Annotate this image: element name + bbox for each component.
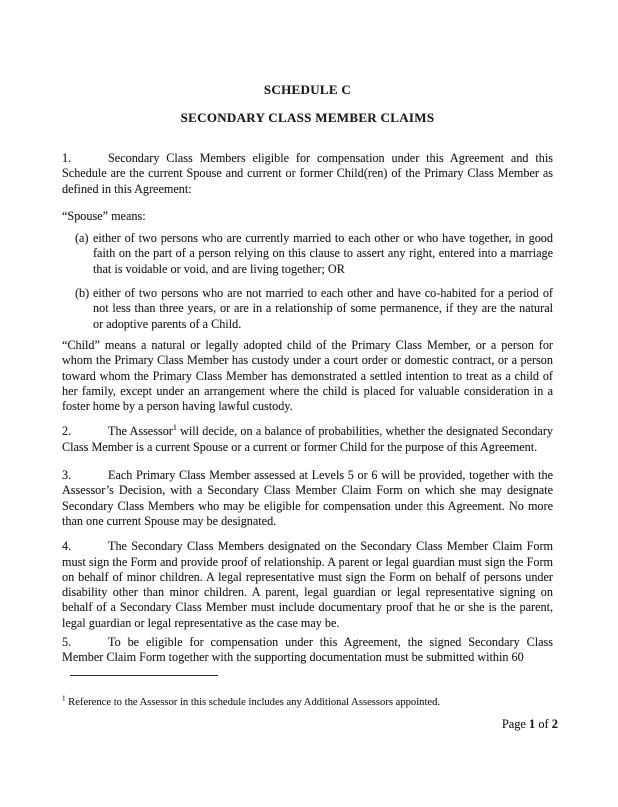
- paragraph-3: [62, 468, 553, 529]
- paragraph-3-number: 3.: [62, 468, 72, 483]
- footnote-text: Reference to the Assessor in this schedule includes any Additional Assessors appointed.: [68, 697, 441, 708]
- page-number-current: 1: [529, 717, 536, 731]
- paragraph-5: [62, 635, 553, 666]
- footnote-marker: 1: [62, 694, 66, 703]
- paragraph-3-text: Each Primary Class Member assessed at Levels 5 or 6 will be provided, together with the Assessor’s Decision, with a Secondary Class Member Claim Form on which she may designate Secondary Class Members who may be eligible for compensation under this Agreement. No more than one current Spouse may be designated.: [62, 468, 553, 528]
- paragraph-2-text-start: The Assessor: [108, 424, 173, 439]
- page-number-of: of: [538, 717, 549, 731]
- paragraph-4: [62, 539, 553, 631]
- spouse-definition-lead: “Spouse” means:: [62, 208, 146, 223]
- paragraph-1-number: 1.: [62, 151, 72, 165]
- clause-b-text: either of two persons who are not married to each other and have co-habited for a period of not less than three years, or are in a relationship of some permanence, if they are the natural or adoptive parents of a Child.: [93, 286, 553, 331]
- paragraph-2-number: 2.: [62, 424, 72, 439]
- paragraph-2-text-end: will decide, on a balance of probabilities, whether the designated Secondary Class Member is a current Spouse or a current or former Child for the purpose of this Agreement.: [62, 424, 553, 454]
- page-number-total: 2: [551, 717, 558, 731]
- footnote: [62, 696, 553, 709]
- paragraph-4-text: The Secondary Class Members designated on the Secondary Class Member Claim Form must sign the Form and provide proof of relationship. A parent or legal guardian must sign the Form on behalf of minor children. A legal representative must sign the Form on behalf of persons under disability other than minor children. A parent, legal guardian or legal representative signing on behalf of a Secondary Class Member must include documentary proof that he or she is the parent, legal guardian or legal representative as the case may be.: [62, 539, 553, 630]
- clause-b-label: (b): [75, 286, 90, 301]
- paragraph-4-number: 4.: [62, 539, 72, 554]
- child-definition: “Child” means a natural or legally adopted child of the Primary Class Member, or a person for whom the Primary Class Member has custody under a court order or domestic contract, or a person toward whom the Primary Class Member has demonstrated a settled intention to treat as a child of her family, except under an arrangement where the child is placed for valuable consideration in a foster home by a person having lawful custody.: [62, 337, 553, 414]
- paragraph-2: [62, 424, 553, 455]
- clause-a-text: either of two persons who are currently married to each other or who have together, in good faith on the part of a person relying on this clause to assert any right, entered into a marriage that is voidable or void, and are living together; OR: [93, 231, 553, 276]
- page-number: [502, 717, 558, 732]
- paragraph-1-text: Secondary Class Members eligible for compensation under this Agreement and this Schedule are the current Spouse and current or former Child(ren) of the Primary Class Member as defined in this Agreement:: [62, 151, 553, 196]
- page-subtitle: SECONDARY CLASS MEMBER CLAIMS: [180, 110, 435, 125]
- footnote-separator-rule: [70, 675, 218, 676]
- page-title: SCHEDULE C: [263, 82, 352, 97]
- clause-a: [62, 231, 553, 277]
- page-number-prefix: Page: [501, 717, 526, 731]
- paragraph-1: [62, 151, 553, 197]
- clause-a-label: (a): [75, 231, 89, 246]
- footnote-reference-marker: 1: [172, 423, 177, 433]
- paragraph-5-number: 5.: [62, 635, 72, 650]
- document-body: [62, 82, 553, 666]
- clause-b: [62, 286, 553, 332]
- paragraph-5-text: To be eligible for compensation under this Agreement, the signed Secondary Class Member Claim Form together with the supporting documentation must be submitted within 60: [62, 635, 553, 665]
